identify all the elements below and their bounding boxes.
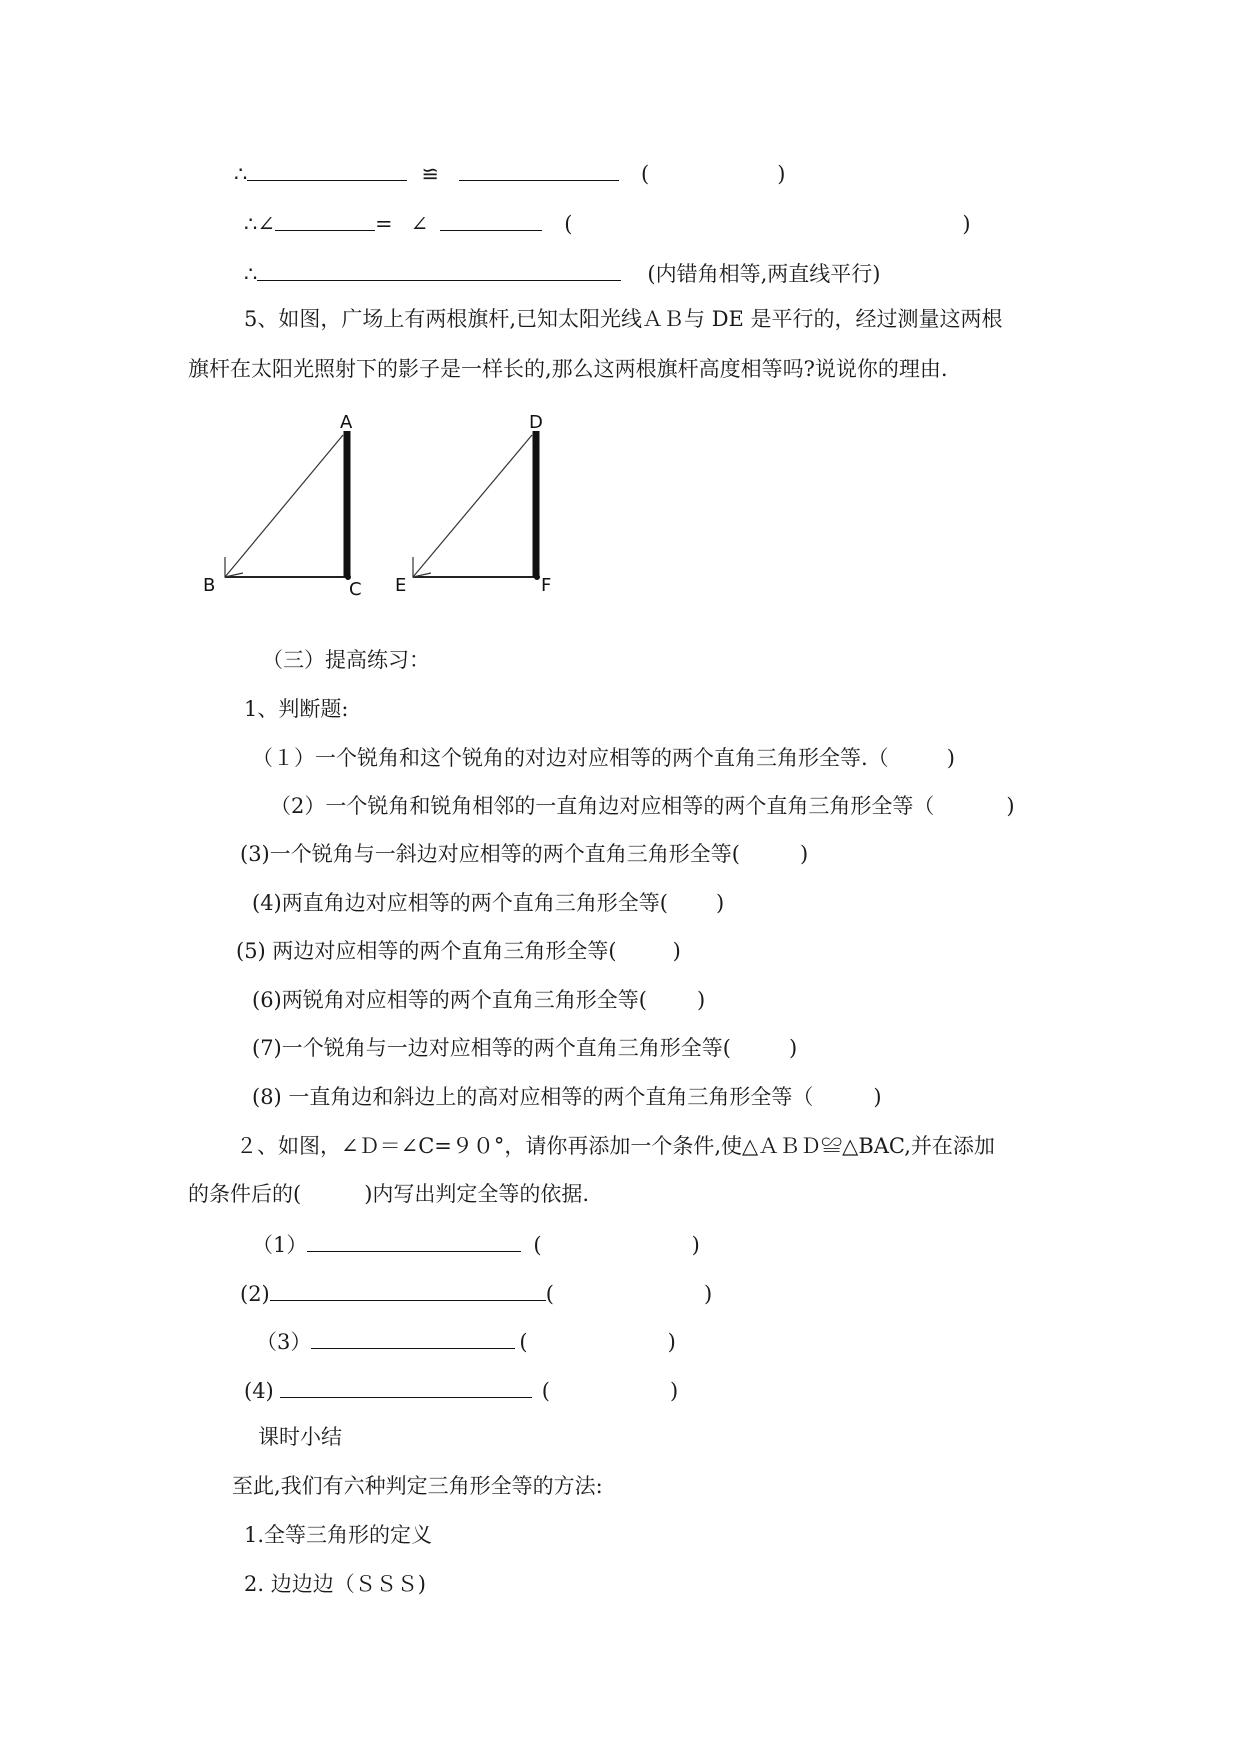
sunray-ab xyxy=(225,435,343,577)
close-paren: ) xyxy=(691,1233,700,1257)
open-paren: ( xyxy=(564,212,573,236)
label-b: B xyxy=(203,575,216,596)
close-paren: ) xyxy=(799,842,809,866)
close-paren: ) xyxy=(946,746,955,770)
judge-item-3 xyxy=(240,840,808,868)
label-a: A xyxy=(340,412,353,433)
judge-item-1 xyxy=(252,744,955,772)
answer-blank[interactable] xyxy=(311,1326,515,1349)
summary-title: 课时小结 xyxy=(258,1425,342,1449)
judge-item-4 xyxy=(252,889,724,917)
item-text: (3)一个锐角与一斜边对应相等的两个直角三角形全等( xyxy=(240,842,740,866)
proof-line-2 xyxy=(244,208,971,238)
congruent-symbol: ≌ xyxy=(421,162,439,186)
answer-blank[interactable] xyxy=(247,158,407,181)
answer-blank[interactable] xyxy=(459,158,619,181)
judge-item-7 xyxy=(252,1034,797,1062)
problem5-line1: 5、如图，广场上有两根旗杆,已知太阳光线ＡＢ与 DE 是平行的，经过测量这两根 xyxy=(244,307,1003,331)
item-text: （2）一个锐角和锐角相邻的一直角边对应相等的两个直角三角形全等（ xyxy=(270,794,935,818)
equals-sign: = xyxy=(374,212,393,236)
summary-intro: 至此,我们有六种判定三角形全等的方法: xyxy=(232,1474,603,1498)
close-paren: ) xyxy=(962,212,971,236)
label-c: C xyxy=(349,579,362,600)
close-paren: ) xyxy=(667,1330,676,1354)
proof-line-3 xyxy=(244,258,880,288)
answer-blank[interactable] xyxy=(275,208,375,231)
therefore-symbol: ∴ xyxy=(244,262,258,286)
open-paren: ( xyxy=(640,162,650,186)
answer-blank[interactable] xyxy=(440,208,542,231)
item-text: (8) 一直角边和斜边上的高对应相等的两个直角三角形全等（ xyxy=(252,1085,814,1109)
label-d: D xyxy=(529,412,543,433)
method-2: 2. 边边边（ＳＳＳ) xyxy=(244,1572,426,1596)
item-text: (4)两直角边对应相等的两个直角三角形全等( xyxy=(252,891,668,915)
section3-heading: （三）提高练习： xyxy=(262,648,430,672)
label-e: E xyxy=(395,575,407,596)
item-text: (5) 两边对应相等的两个直角三角形全等( xyxy=(236,939,617,963)
q2-line2: 的条件后的( )内写出判定全等的依据. xyxy=(188,1182,590,1206)
item-text: (6)两锐角对应相等的两个直角三角形全等( xyxy=(252,988,647,1012)
answer-number: （1） xyxy=(252,1233,308,1257)
answer-number: （3） xyxy=(256,1330,312,1354)
label-f: F xyxy=(541,575,552,596)
answer-line-4 xyxy=(244,1375,678,1405)
answer-number: (2) xyxy=(240,1282,270,1306)
item-text: (7)一个锐角与一边对应相等的两个直角三角形全等( xyxy=(252,1036,731,1060)
flagpole-figure xyxy=(195,405,575,605)
point-f xyxy=(534,574,540,580)
open-paren: ( xyxy=(533,1233,542,1257)
close-paren: ) xyxy=(777,162,786,186)
close-paren: ) xyxy=(703,1282,713,1306)
answer-blank[interactable] xyxy=(307,1229,521,1252)
judge-item-2 xyxy=(270,792,1015,820)
proof-line-1 xyxy=(234,158,785,188)
close-paren: ) xyxy=(873,1085,882,1109)
answer-line-1 xyxy=(252,1229,700,1259)
answer-blank[interactable] xyxy=(257,258,621,281)
problem5-line2: 旗杆在太阳光照射下的影子是一样长的,那么这两根旗杆高度相等吗?说说你的理由. xyxy=(188,357,948,381)
close-paren: ) xyxy=(715,891,725,915)
angle-symbol: ∠ xyxy=(410,212,429,236)
therefore-symbol: ∴ xyxy=(234,162,248,186)
open-paren: ( xyxy=(541,1379,550,1403)
method-1: 1.全等三角形的定义 xyxy=(244,1523,433,1547)
angle-symbol: ∠ xyxy=(257,212,275,236)
close-paren: ) xyxy=(669,1379,679,1403)
sunray-de xyxy=(413,435,532,577)
answer-line-3 xyxy=(256,1326,676,1356)
open-paren: ( xyxy=(545,1282,554,1306)
reason-text: (内错角相等,两直线平行) xyxy=(647,262,881,286)
q1-title: 1、判断题: xyxy=(244,697,349,721)
close-paren: ) xyxy=(696,988,706,1012)
therefore-symbol: ∴ xyxy=(244,212,258,236)
answer-blank[interactable] xyxy=(280,1375,532,1398)
item-text: （１）一个锐角和这个锐角的对边对应相等的两个直角三角形全等.（ xyxy=(252,746,889,770)
judge-item-5 xyxy=(236,937,681,965)
answer-number: (4) xyxy=(244,1379,274,1403)
open-paren: ( xyxy=(519,1330,528,1354)
answer-blank[interactable] xyxy=(270,1278,546,1301)
judge-item-8 xyxy=(252,1083,882,1111)
q2-line1: ２、如图，∠Ｄ＝∠C=９０°，请你再添加一个条件,使△ＡＢＤ≌△BAC,并在添加 xyxy=(236,1134,995,1158)
close-paren: ) xyxy=(788,1036,798,1060)
close-paren: ) xyxy=(1006,794,1015,818)
close-paren: ) xyxy=(672,939,681,963)
judge-item-6 xyxy=(252,986,705,1014)
answer-line-2 xyxy=(240,1278,712,1308)
